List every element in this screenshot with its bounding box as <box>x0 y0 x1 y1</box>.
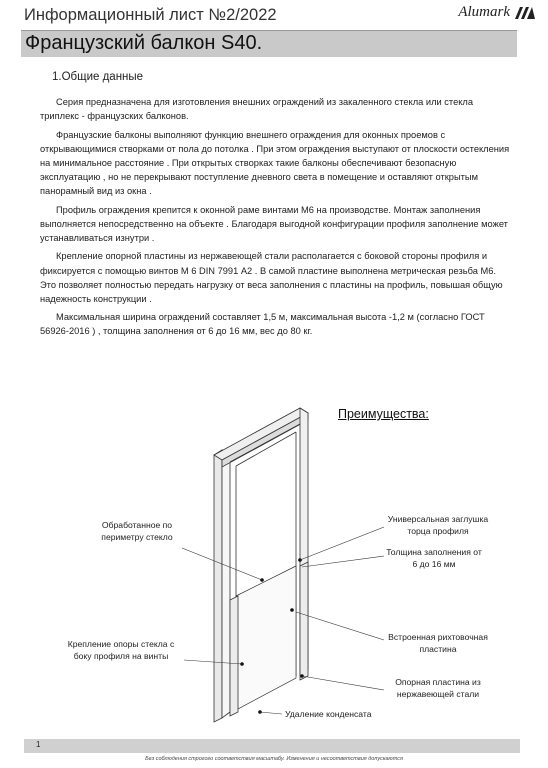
callout-fill-thickness: Толщина заполнения от 6 до 16 мм <box>386 547 482 569</box>
paragraph: Максимальная ширина ограждений составляет 1,5 м, максимальная высота -1,2 м (согласно ГОСТ 56926-2016 ) , толщина заполнения от 6 до 16 мм, вес до 80 кг. <box>40 312 485 337</box>
brand-name: Alumark <box>458 4 510 20</box>
callout-support-plate: Опорная пластина из нержавеющей стали <box>395 677 481 699</box>
page-title: Французский балкон S40. <box>25 32 263 54</box>
callout-glass-edge: Обработанное по периметру стекло <box>101 520 173 542</box>
disclaimer: Без соблюдения строгого соответствия масштабу. Изменения и несоответствия допускаются <box>145 756 403 762</box>
paragraph: Профиль ограждения крепится к оконной раме винтами М6 на производстве. Монтаж заполнения выполняется непосредственно на объекте . Благодаря выгодной конфигурации профиля заполнение может устанавливаться изнутри . <box>40 204 508 243</box>
paragraph: Крепление опорной пластины из нержавеющей стали располагается с боковой стороны профиля и фиксируется с помощью винтов М 6 DIN 7991 А2 . В самой пластине выполнена метрическая резьба М6. Это позволяет полностью передать нагрузку от веса заполнения с пластины на профиль, повышая общую надежность конструкции . <box>40 251 503 304</box>
section-heading: 1.Общие данные <box>52 71 144 83</box>
callout-end-cap: Универсальная заглушка торца профиля <box>387 514 489 536</box>
glass-pane <box>236 566 296 710</box>
callout-glass-support: Крепление опоры стекла с боку профиля на винты <box>67 639 175 661</box>
header-title: Информационный лист №2/2022 <box>24 6 277 24</box>
callout-adjust-plate: Встроенная рихтовочная пластина <box>388 632 488 654</box>
paragraph: Серия предназначена для изготовления внешних ограждений из закаленного стекла или стекла триплекс - французских балконов. <box>40 97 474 122</box>
paragraph: Французские балконы выполняют функцию внешнего ограждения для оконных проемов с открывающимися створками от пола до потолка . При этом ограждения выступают от плоскости остекления на минимальное расстояние . При открытых створках такие балконы обеспечивают безопасную эксплуатацию , но не перекрывают поступление дневного света в помещение и оставляют открытым панорамный вид из окна . <box>40 129 510 197</box>
callout-condensate: Удаление конденсата <box>285 709 372 719</box>
advantages-title: Преимущества: <box>338 407 429 421</box>
footer-bar <box>24 739 520 753</box>
page-number: 1 <box>36 740 41 749</box>
